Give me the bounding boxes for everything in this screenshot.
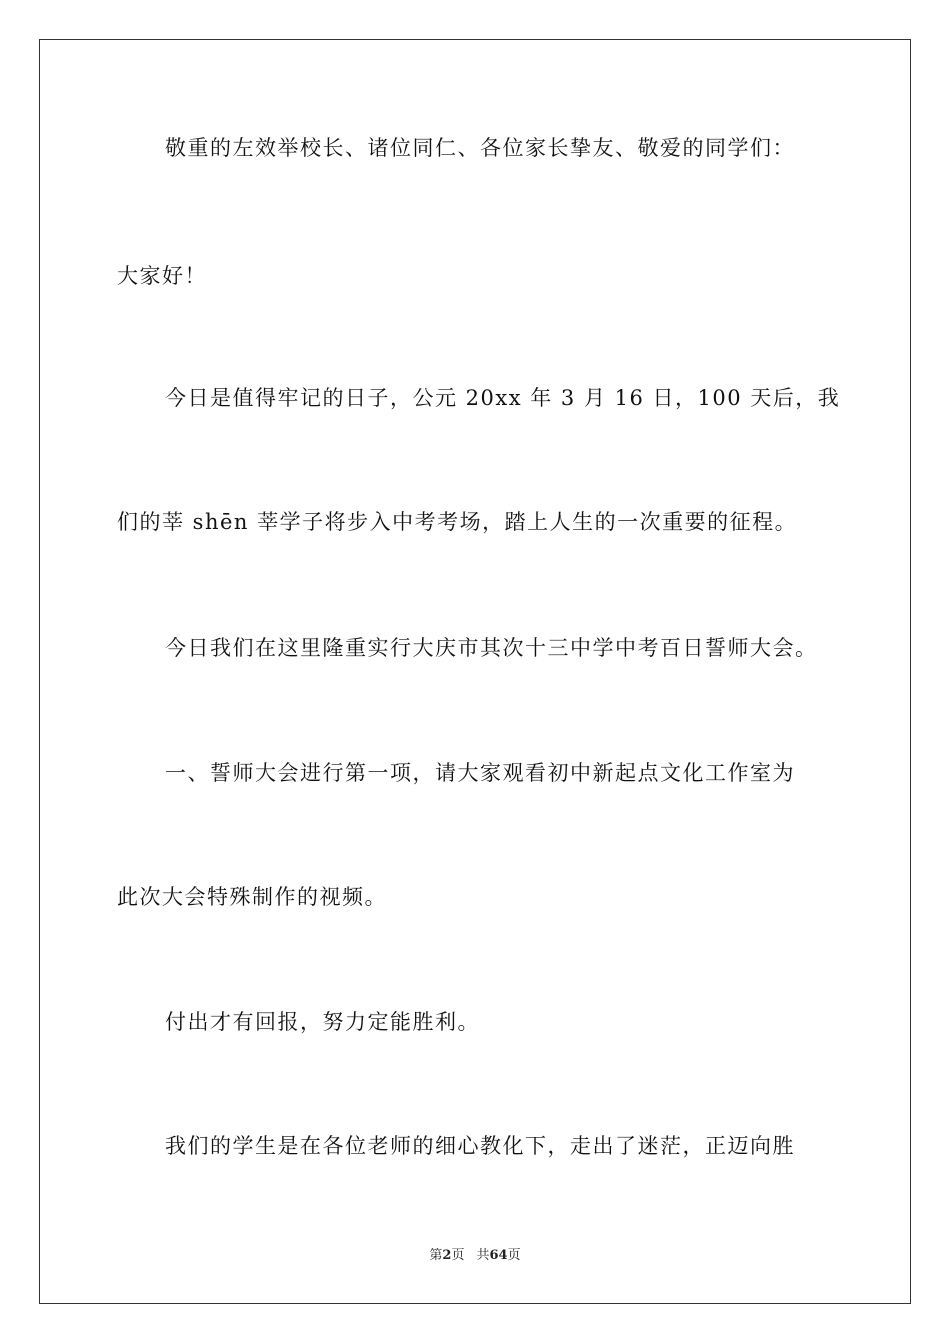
total-pages: 64 bbox=[489, 1248, 508, 1263]
total-suffix: 页 bbox=[507, 1248, 521, 1263]
total-prefix: 共 bbox=[476, 1248, 490, 1263]
paragraph-line: 们的莘 shēn 莘学子将步入中考考场，踏上人生的一次重要的征程。 bbox=[117, 510, 798, 534]
paragraph-line: 我们的学生是在各位老师的细心教化下，走出了迷茫，正迈向胜 bbox=[165, 1134, 795, 1158]
page-suffix: 页 bbox=[451, 1248, 465, 1263]
paragraph-line: 今日是值得牢记的日子，公元 20xx 年 3 月 16 日，100 天后，我 bbox=[165, 386, 841, 410]
page-number: 2 bbox=[442, 1248, 452, 1263]
paragraph-line: 此次大会特殊制作的视频。 bbox=[117, 885, 387, 909]
page-prefix: 第 bbox=[429, 1248, 443, 1263]
paragraph-line: 今日我们在这里隆重实行大庆市其次十三中学中考百日誓师大会。 bbox=[165, 636, 818, 660]
salutation-line: 敬重的左效举校长、诸位同仁、各位家长挚友、敬爱的同学们： bbox=[165, 136, 795, 160]
paragraph-line: 一、誓师大会进行第一项，请大家观看初中新起点文化工作室为 bbox=[165, 761, 795, 785]
page-footer bbox=[0, 1246, 950, 1266]
paragraph-line: 付出才有回报，努力定能胜利。 bbox=[165, 1010, 480, 1034]
greeting-line: 大家好！ bbox=[117, 264, 207, 288]
page-border bbox=[39, 39, 911, 1304]
